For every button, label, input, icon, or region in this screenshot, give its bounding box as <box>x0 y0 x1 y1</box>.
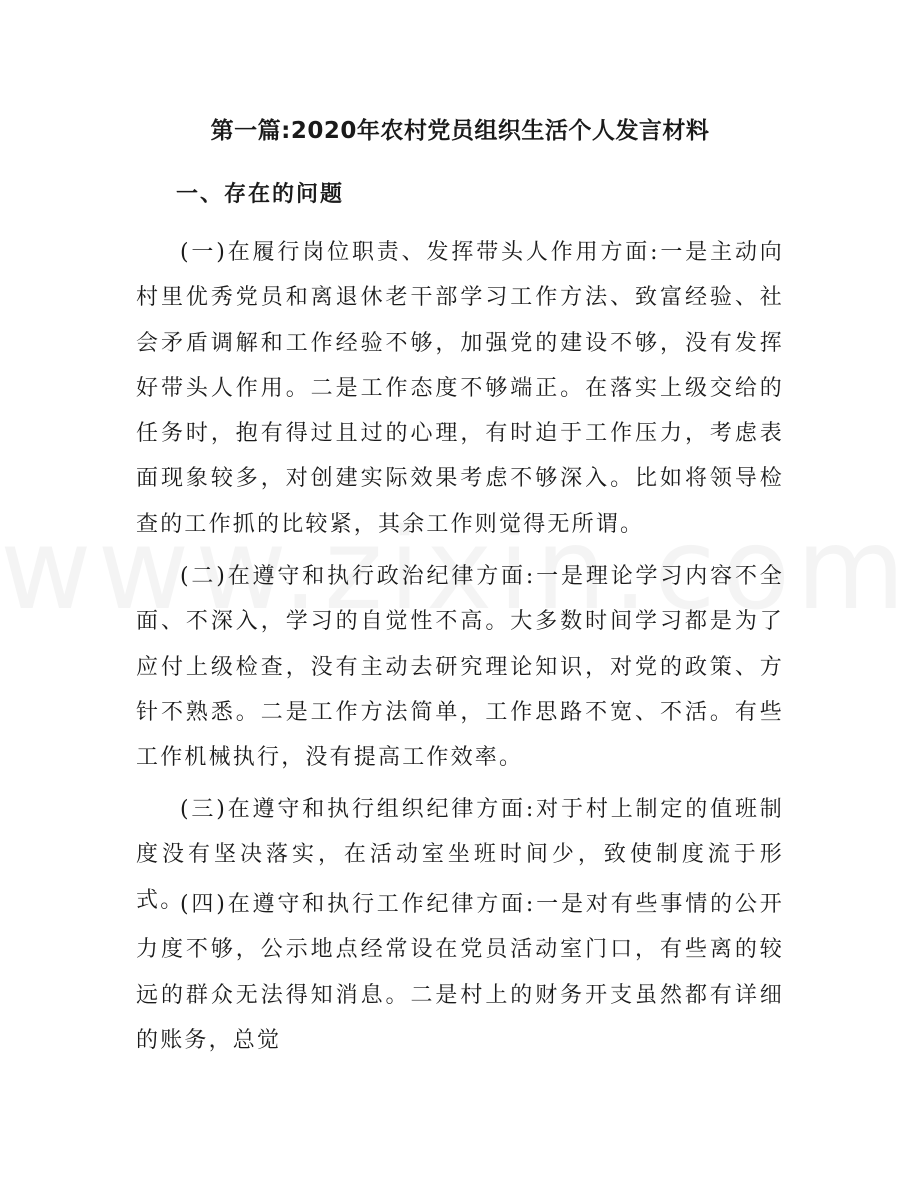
paragraph-political-discipline: (二)在遵守和执行政治纪律方面:一是理论学习内容不全面、不深入，学习的自觉性不高。大多数时间学习都是为了应付上级检查，没有主动去研究理论知识，对党的政策、方针不熟悉。二是工作方法简单，工作思路不宽、不活。有些工作机械执行，没有提高工作效率。 <box>136 564 784 771</box>
paragraph-organizational-discipline: (三)在遵守和执行组织纪律方面:对于村上制定的值班制度没有坚决落实，在活动室坐班时间少，致使制度流于形式。 <box>136 797 784 913</box>
paragraph-work-discipline: (四)在遵守和执行工作纪律方面:一是对有些事情的公开力度不够，公示地点经常设在党员活动室门口，有些离的较远的群众无法得知消息。二是村上的财务开支虽然都有详细的账务，总觉 <box>136 892 784 1053</box>
section-heading: 一、存在的问题 <box>176 181 345 207</box>
paragraph-duties: (一)在履行岗位职责、发挥带头人作用方面:一是主动向村里优秀党员和离退休老干部学习工作方法、致富经验、社会矛盾调解和工作经验不够，加强党的建设不够，没有发挥好带头人作用。二是工作态度不够端正。在落实上级交给的任务时，抱有得过且过的心理，有时迫于工作压力，考虑表面现象较多，对创建实际效果考虑不够深入。比如将领导检查的工作抓的比较紧，其余工作则觉得无所谓。 <box>136 240 784 537</box>
document-title: 第一篇:2020年农村党员组织生活个人发言材料 <box>210 118 710 144</box>
